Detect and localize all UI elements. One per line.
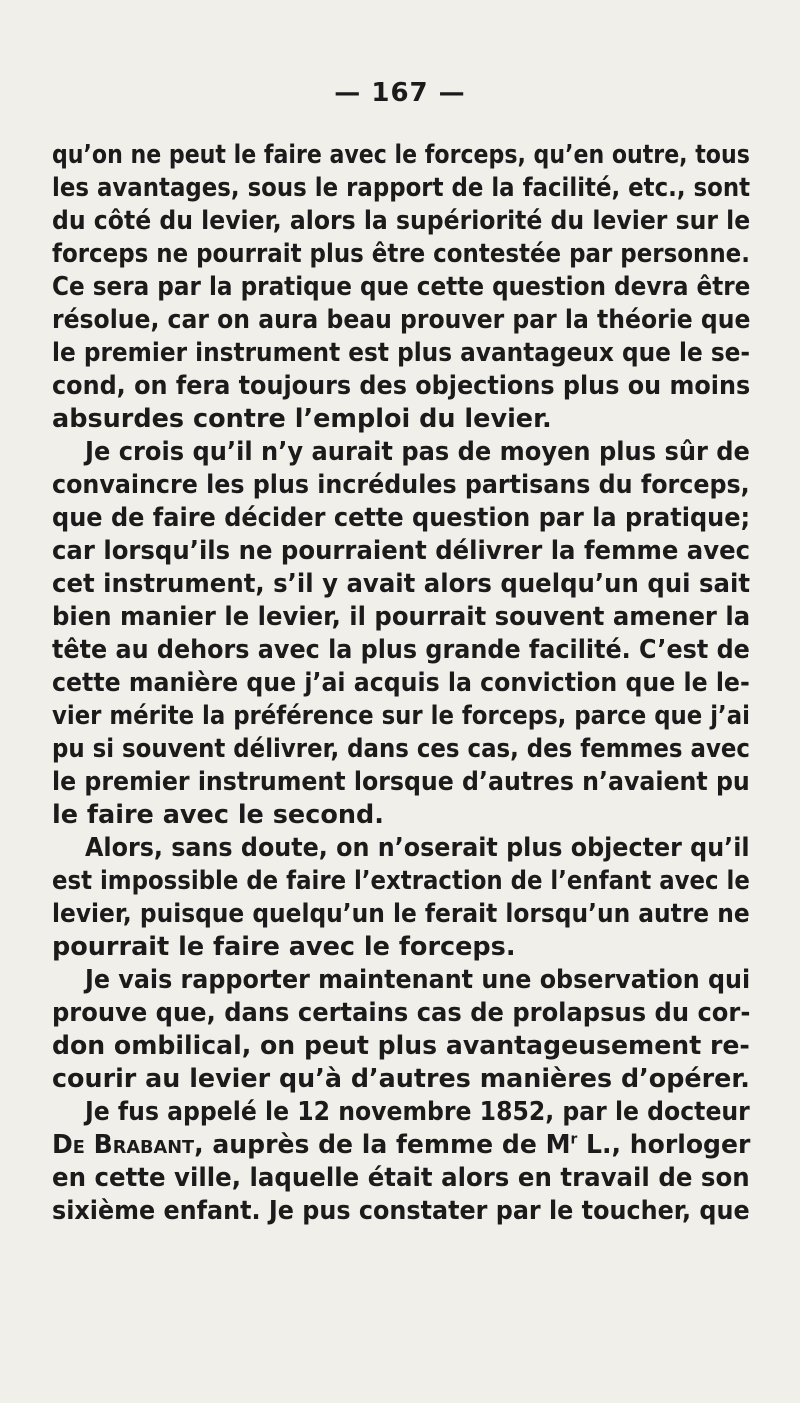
page-number: — 167 — (334, 78, 466, 108)
text-line-28: don ombilical, on peut plus avantageusement re- (52, 1031, 750, 1061)
text-line-26: Je vais rapporter maintenant une observation qui (85, 965, 751, 995)
text-line-15: bien manier le levier, il pourrait souvent amener la (52, 602, 751, 632)
text-line-3: du côté du levier, alors la supériorité du levier sur le (52, 206, 751, 236)
text-line-21: le faire avec le second. (52, 800, 384, 830)
text-line-31 (52, 1129, 750, 1163)
text-line-32: en cette ville, laquelle était alors en travail de son (52, 1163, 750, 1193)
text-line-9: absurdes contre l’emploi du levier. (52, 404, 552, 434)
text-line-19: pu si souvent délivrer, dans ces cas, des femmes avec (52, 734, 750, 764)
text-line-5: Ce sera par la pratique que cette question devra être (52, 272, 751, 302)
name-de-brabant: De Brabant (52, 1130, 195, 1160)
text-line-24: levier, puisque quelqu’un le ferait lorsqu’un autre ne (52, 899, 750, 929)
text-line-2: les avantages, sous le rapport de la facilité, etc., sont (52, 173, 751, 203)
text-line-7: le premier instrument est plus avantageux que le se- (52, 338, 751, 368)
text-line-12: que de faire décider cette question par la pratique; (52, 503, 751, 533)
text-line-14: cet instrument, s’il y avait alors quelqu’un qui sait (52, 569, 751, 599)
text-line-17: cette manière que j’ai acquis la conviction que le le- (52, 668, 750, 698)
text-line-16: tête au dehors avec la plus grande facilité. C’est de (52, 635, 750, 665)
text-line-31-part-2: , auprès de la femme de M (194, 1130, 571, 1160)
text-line-8: cond, on fera toujours des objections plus ou moins (52, 371, 751, 401)
text-line-33: sixième enfant. Je pus constater par le toucher, que (52, 1196, 750, 1226)
text-line-29: courir au levier qu’à d’autres manières d’opérer. (52, 1064, 750, 1094)
text-line-4: forceps ne pourrait plus être contestée par personne. (52, 239, 750, 269)
text-line-20: le premier instrument lorsque d’autres n’avaient pu (52, 767, 750, 797)
text-line-1: qu’on ne peut le faire avec le forceps, qu’en outre, tous (52, 140, 750, 170)
text-line-23: est impossible de faire l’extraction de l’enfant avec le (52, 866, 750, 896)
text-line-30: Je fus appelé le 12 novembre 1852, par le docteur (85, 1097, 750, 1127)
text-line-10: Je crois qu’il n’y aurait pas de moyen plus sûr de (85, 437, 750, 467)
text-line-27: prouve que, dans certains cas de prolapsus du cor- (52, 998, 751, 1028)
text-line-11: convaincre les plus incrédules partisans du forceps, (52, 470, 750, 500)
superscript-r: r (570, 1131, 578, 1148)
text-line-31-part-4: L., horloger (577, 1130, 751, 1160)
text-line-25: pourrait le faire avec le forceps. (52, 932, 516, 962)
text-line-6: résolue, car on aura beau prouver par la théorie que (52, 305, 751, 335)
text-line-13: car lorsqu’ils ne pourraient délivrer la femme avec (52, 536, 751, 566)
text-line-18: vier mérite la préférence sur le forceps, parce que j’ai (52, 701, 750, 731)
text-line-22: Alors, sans doute, on n’oserait plus objecter qu’il (85, 833, 750, 863)
